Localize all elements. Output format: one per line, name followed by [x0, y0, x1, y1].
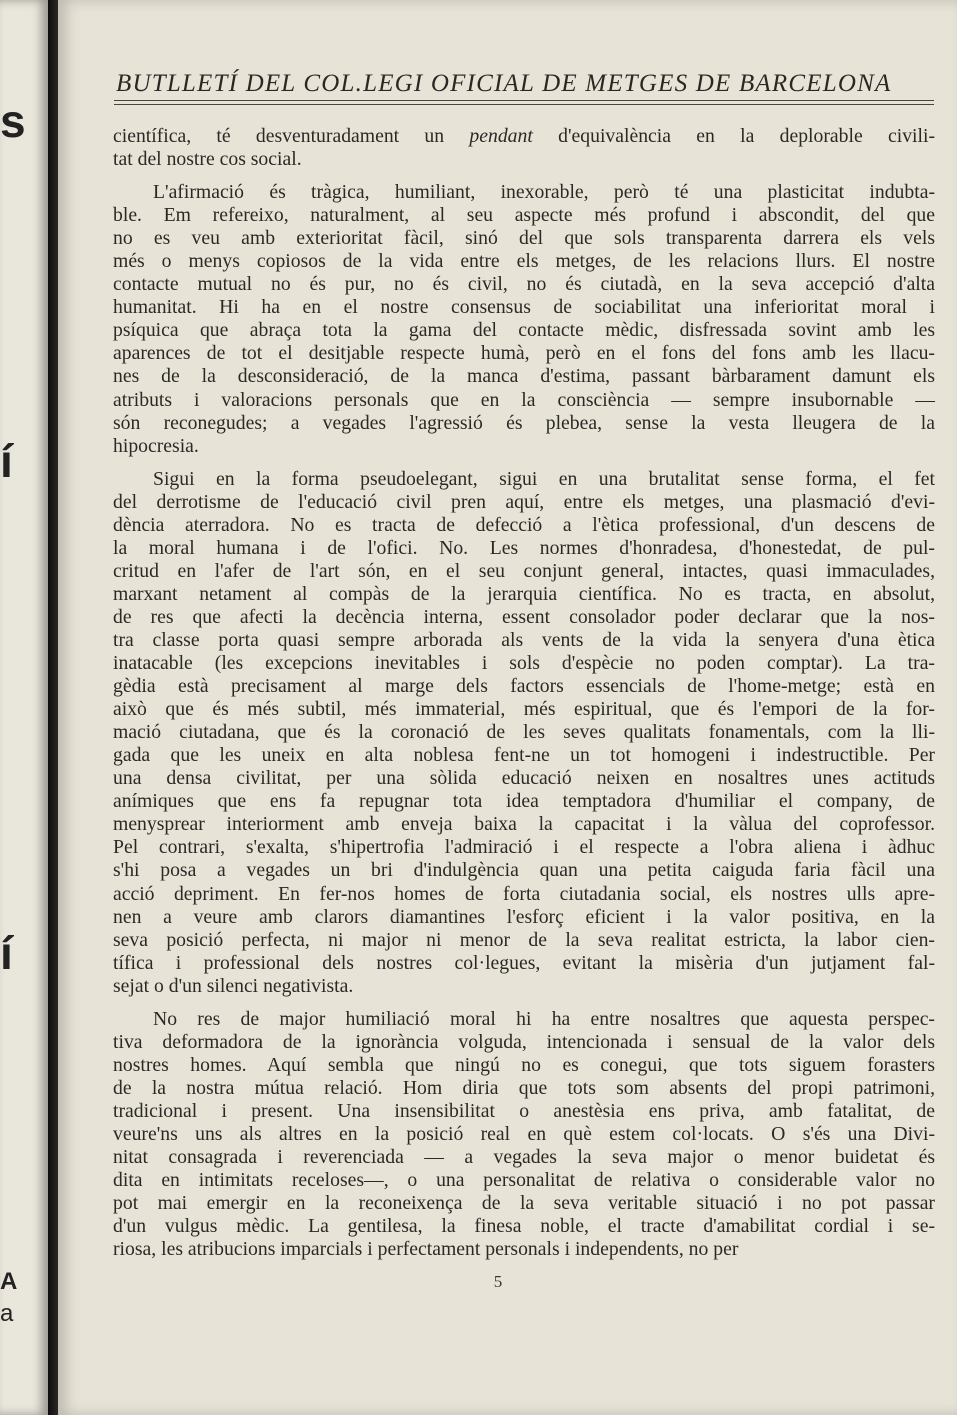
text-line: tiva deformadora de la ignorància volguda, intencionada i sensual de la valor dels [113, 1030, 935, 1053]
text-line: Pel contrari, s'exalta, s'hipertrofia l'admiració i el respecte a l'obra aliena i àdhuc [113, 836, 935, 859]
text-line: nitat consagrada i reverenciada — a vegades la seva major o menor buidetat és [113, 1146, 935, 1169]
text-line: nen a veure amb clarors diamantines l'esforç eficient i la valor positiva, en la [113, 905, 935, 928]
prev-page-fragment: í [0, 435, 13, 487]
text-line: tífica i professional dels nostres col·legues, evitant la misèria d'un jutjament fal- [113, 951, 935, 974]
text-line: No res de major humiliació moral hi ha entre nosaltres que aquesta perspec- [153, 1007, 935, 1030]
text-line: s'hi posa a vegades un bri d'indulgència quan una petita caiguda faria fàcil una [113, 859, 935, 882]
text-line: marxant netament al compàs de la jerarquia científica. No es tracta, en absolut, [113, 582, 935, 605]
text-line: acció depriment. En fer-nos homes de forta ciutadania social, els nostres ulls apre- [113, 882, 935, 905]
text-line: són reconegudes; a vegades l'agressió és plebea, sense la vesta lleugera de la [113, 411, 935, 434]
text-line: atributs i valoracions personals que en la consciència — sempre insubornable — [113, 388, 935, 411]
text-line: d'un vulgus mèdic. La gentilesa, la finesa noble, el tracte d'amabilitat cordial i se- [113, 1215, 935, 1238]
text-line: hipocresia. [113, 434, 199, 457]
text-line: de res que afecti la decència interna, essent consolador poder declarar que la nos- [113, 605, 935, 628]
running-header: BUTLLETÍ DEL COL.LEGI OFICIAL DE METGES DE BARCELONA [116, 70, 892, 97]
paragraph [113, 1008, 935, 1262]
text-line: contacte mutual no és pur, no és civil, no és ciutadà, en la seva accepció d'alta [113, 273, 935, 296]
paragraph [113, 181, 935, 458]
paragraph [113, 468, 935, 998]
prev-page-fragment: a [0, 1300, 14, 1327]
text-line: riosa, les atribucions imparcials i perfectament personals i independents, no per [113, 1238, 739, 1261]
text-line: pot mai emergir en la reconeixença de la seva veritable situació i no pot passar [113, 1192, 935, 1215]
prev-page-fragment: í [0, 927, 13, 979]
text-line: una densa civilitat, per una sòlida educació neixen en nosaltres unes actituds [113, 767, 935, 790]
document-page [58, 0, 957, 1415]
text-line: nostres homes. Aquí sembla que ningú no es conegui, que tots siguem forasters [113, 1053, 935, 1076]
text-line: mació ciutadana, que és la coronació de les seves qualitats fonamentals, com la lli- [113, 721, 935, 744]
text-line: tra classe porta quasi sempre arborada als vents de la vida la senyera d'una ètica [113, 628, 935, 651]
text-line: del derrotisme de l'educació civil pren aquí, entre els metges, una plasmació d'evi- [113, 490, 935, 513]
paragraph [113, 125, 935, 171]
text-line: més o menys copiosos de la vida entre els metges, de les relacions llurs. El nostre [113, 250, 935, 273]
text-line: no es veu amb exterioritat fàcil, sinó del que sols transparenta darrera els vels [113, 227, 935, 250]
text-line: sejat o d'un silenci negativista. [113, 974, 354, 997]
text-line: humanitat. Hi ha en el nostre consensus de sociabilitat una inferioritat moral i [113, 296, 935, 319]
text-line: tat del nostre cos social. [113, 148, 302, 171]
text-line: seva posició perfecta, ni major ni menor de la seva realitat estricta, la labor cien- [113, 928, 935, 951]
header-rule [114, 104, 934, 105]
article-body [113, 125, 935, 1261]
text-line: dita en intimitats receloses—, o una personalitat de relativa o considerable valor no [113, 1169, 935, 1192]
text-line: aparences de tot el desitjable respecte humà, però en el fons del fons amb les llacu- [113, 342, 935, 365]
text-line: Sigui en la forma pseudoelegant, sigui en una brutalitat sense forma, el fet [153, 467, 935, 490]
text-line: menysprear interiorment amb enveja baixa la capacitat i la vàlua del coprofessor. [113, 813, 935, 836]
text-line: tradicional i present. Una insensibilitat o anestèsia ens priva, amb fatalitat, de [113, 1099, 935, 1122]
text-line: veure'ns uns als altres en la posició real en què estem col·locats. O s'és una Divi- [113, 1122, 935, 1145]
text-line: de la nostra mútua relació. Hom diria que tots som absents del propi patrimoni, [113, 1076, 935, 1099]
text-line: científica, té desventuradament un pendant d'equivalència en la deplorable civili- [113, 125, 936, 147]
text-line: la moral humana i de l'ofici. No. Les normes d'honradesa, d'honestedat, de pul- [113, 536, 935, 559]
text-line: això que és més subtil, més immaterial, més espiritual, que és l'empori de la for- [113, 698, 935, 721]
header-rule [114, 100, 934, 101]
text-line: inatacable (les excepcions inevitables i sols d'espècie no poden comptar). La tra- [113, 652, 935, 675]
text-line: L'afirmació és tràgica, humiliant, inexorable, però té una plasticitat indubta- [153, 181, 935, 204]
book-gutter [48, 0, 58, 1415]
text-line: nes de la desconsideració, de la manca d'estima, passant bàrbarament damunt els [113, 365, 935, 388]
text-line: gada que les uneix en alta noblesa fent-ne un tot homogeni i indestructible. Per [113, 744, 935, 767]
text-line: ble. Em refereixo, naturalment, al seu aspecte més profund i abscondit, del que [113, 204, 935, 227]
prev-page-fragment: A [0, 1268, 18, 1295]
previous-page-edge [0, 0, 48, 1415]
text-line: psíquica que abraça tota la gama del contacte mèdic, disfressada sovint amb les [113, 319, 935, 342]
page-number: 5 [493, 1272, 503, 1291]
text-line: gèdia està precisament al marge dels factors essencials de l'home-metge; està en [113, 675, 935, 698]
prev-page-fragment: s [0, 95, 26, 147]
text-line: dència aterradora. No es tracta de defecció a l'ètica professional, d'un descens de [113, 513, 935, 536]
text-line: critud en l'afer de l'art són, en el seu conjunt general, intactes, quasi immaculades, [113, 559, 935, 582]
text-line: anímiques que ens fa repugnar tota idea temptadora d'humiliar el company, de [113, 790, 935, 813]
